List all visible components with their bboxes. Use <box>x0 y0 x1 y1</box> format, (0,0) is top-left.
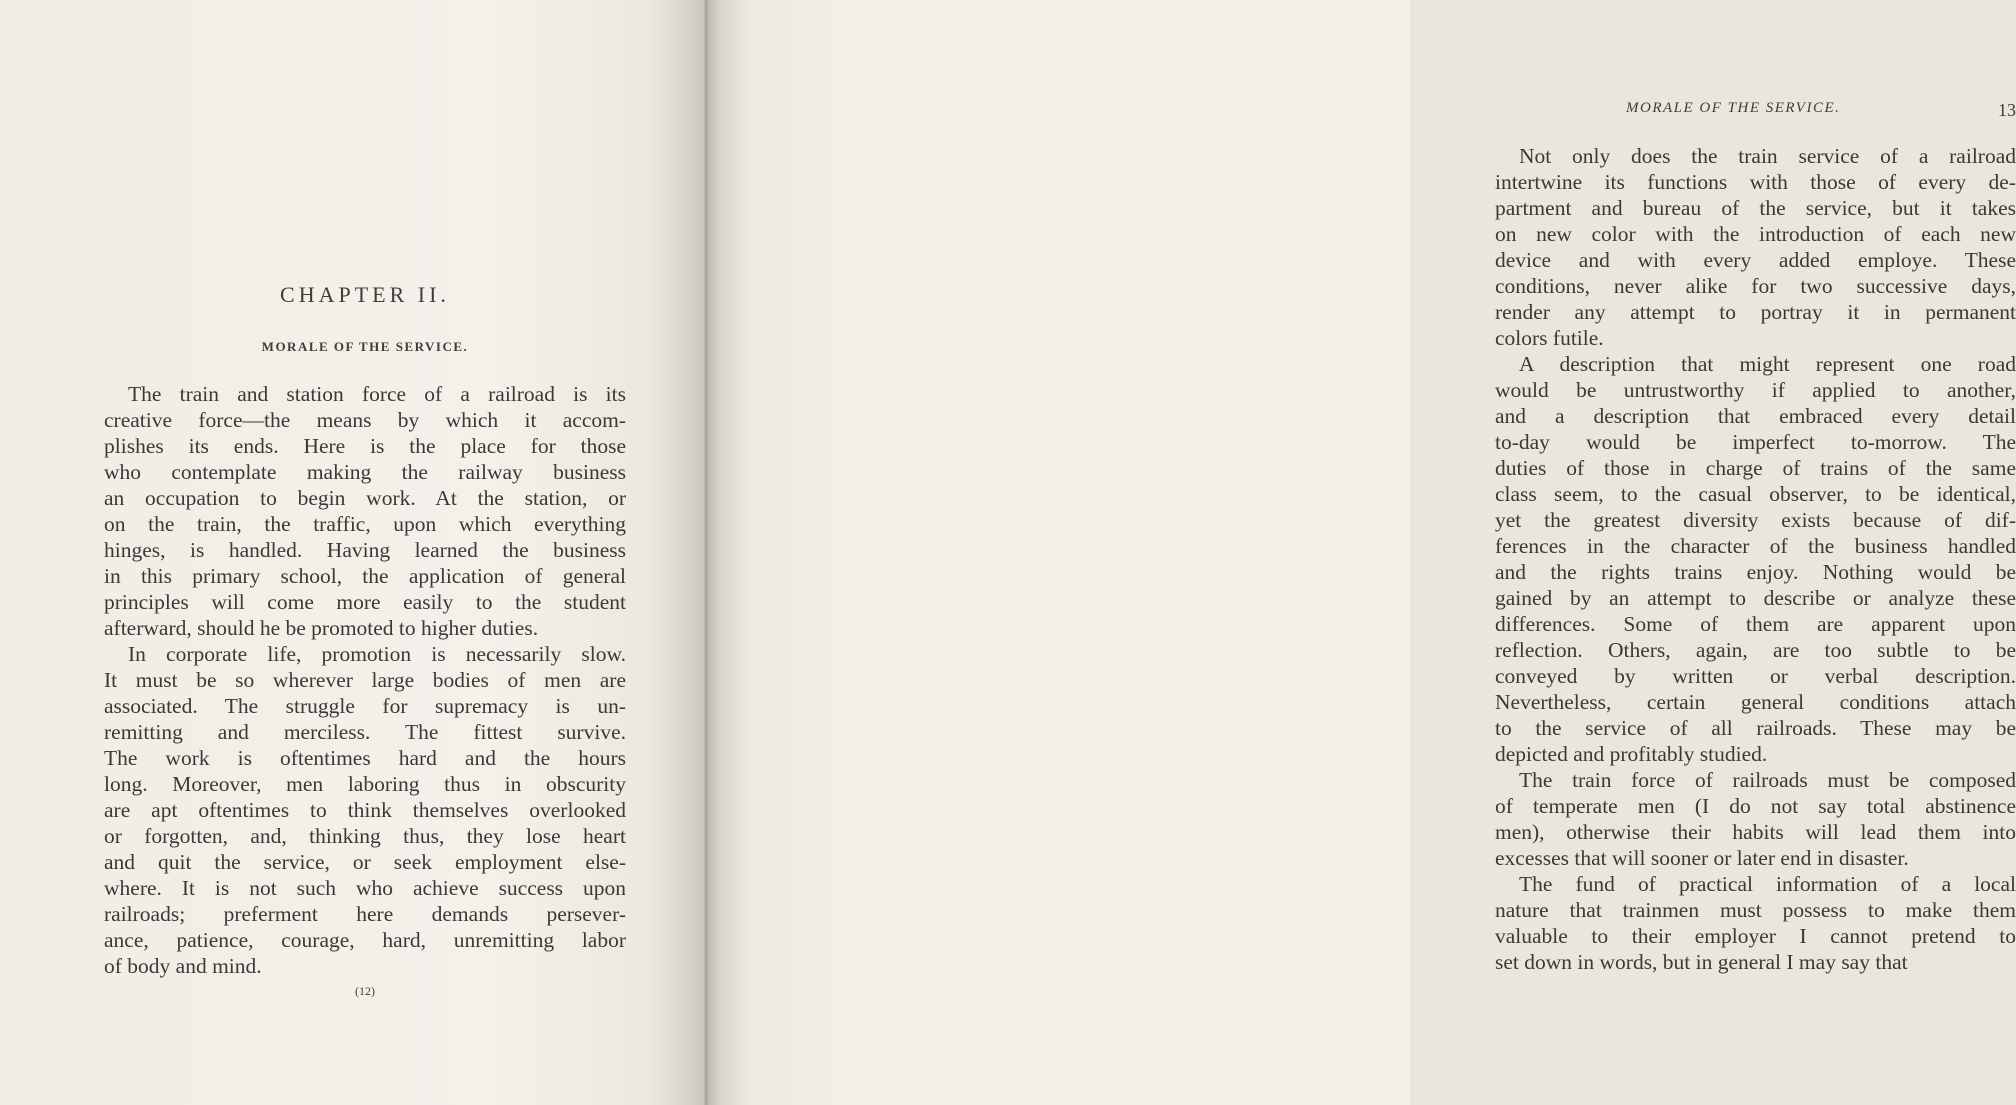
text-line: differences. Some of them are apparent upon <box>1495 612 2016 636</box>
text-line: in this primary school, the application of general <box>104 564 626 588</box>
text-line: conditions, never alike for two successive days, <box>1495 274 2016 298</box>
text-line: ferences in the character of the business handled <box>1495 534 2016 558</box>
chapter-heading: CHAPTER II. <box>280 282 450 307</box>
text-line: render any attempt to portray it in permanent <box>1495 300 2016 324</box>
text-line: and the rights trains enjoy. Nothing would be <box>1495 560 2016 584</box>
text-line: duties of those in charge of trains of the same <box>1495 456 2016 480</box>
text-line: who contemplate making the railway business <box>104 460 626 484</box>
chapter-subtitle: MORALE OF THE SERVICE. <box>261 339 469 354</box>
text-line: partment and bureau of the service, but it takes <box>1495 196 2016 220</box>
text-line: Not only does the train service of a railroad <box>1519 144 2016 168</box>
text-line: an occupation to begin work. At the station, or <box>104 486 626 510</box>
text-line: creative force—the means by which it accom- <box>104 408 626 432</box>
text-line: colors futile. <box>1495 326 1604 350</box>
text-line: The work is oftentimes hard and the hours <box>104 746 626 770</box>
text-line: on the train, the traffic, upon which everything <box>104 512 626 536</box>
page-number: 13 <box>1998 100 2016 120</box>
text-line: gained by an attempt to describe or analyze these <box>1495 586 2016 610</box>
text-line: intertwine its functions with those of every de- <box>1495 170 2016 194</box>
page-folio: (12) <box>355 984 375 998</box>
text-line: plishes its ends. Here is the place for those <box>104 434 626 458</box>
text-line: depicted and profitably studied. <box>1495 742 1768 766</box>
text-line: device and with every added employe. These <box>1495 248 2016 272</box>
text-line: set down in words, but in general I may say that <box>1495 950 1908 974</box>
text-line: A description that might represent one road <box>1519 352 2016 376</box>
text-line: of body and mind. <box>104 954 262 978</box>
text-line: class seem, to the casual observer, to be identical, <box>1495 482 2016 506</box>
text-line: are apt oftentimes to think themselves overlooked <box>104 798 626 822</box>
text-line: hinges, is handled. Having learned the business <box>104 538 626 562</box>
text-line: remitting and merciless. The fittest survive. <box>104 720 626 744</box>
book-gutter <box>702 0 710 1105</box>
text-line: The train force of railroads must be composed <box>1519 768 2016 792</box>
right-page-body <box>1495 143 2016 975</box>
text-line: associated. The struggle for supremacy is un- <box>104 694 626 718</box>
text-line: or forgotten, and, thinking thus, they lose heart <box>104 824 626 848</box>
text-line: The train and station force of a railroad is its <box>128 382 626 406</box>
text-line: nature that trainmen must possess to make them <box>1495 898 2016 922</box>
text-line: long. Moreover, men laboring thus in obscurity <box>104 772 626 796</box>
text-line: The fund of practical information of a local <box>1519 872 2016 896</box>
text-line: valuable to their employer I cannot pretend to <box>1495 924 2016 948</box>
text-line: railroads; preferment here demands persever- <box>104 902 626 926</box>
text-line: ance, patience, courage, hard, unremitting labor <box>104 928 626 952</box>
text-line: on new color with the introduction of each new <box>1495 222 2016 246</box>
text-line: afterward, should he be promoted to higher duties. <box>104 616 539 640</box>
text-line: yet the greatest diversity exists because of dif- <box>1495 508 2016 532</box>
text-line: men), otherwise their habits will lead them into <box>1495 820 2016 844</box>
text-line: would be untrustworthy if applied to another, <box>1495 378 2016 402</box>
text-line: Nevertheless, certain general conditions attach <box>1495 690 2016 714</box>
running-head-title: MORALE OF THE SERVICE. <box>1626 100 1841 116</box>
text-line: to the service of all railroads. These may be <box>1495 716 2016 740</box>
text-line: and a description that embraced every detail <box>1495 404 2016 428</box>
text-line: and quit the service, or seek employment else- <box>104 850 626 874</box>
right-page <box>706 0 2016 1105</box>
text-line: to-day would be imperfect to-morrow. The <box>1495 430 2016 454</box>
text-line: principles will come more easily to the student <box>104 590 626 614</box>
text-line: In corporate life, promotion is necessarily slow. <box>128 642 626 666</box>
text-line: reflection. Others, again, are too subtle to be <box>1495 638 2016 662</box>
left-page <box>0 0 706 1105</box>
text-line: It must be so wherever large bodies of men are <box>104 668 626 692</box>
text-line: conveyed by written or verbal description. <box>1495 664 2016 688</box>
text-line: of temperate men (I do not say total abstinence <box>1495 794 2016 818</box>
left-page-body <box>104 381 626 979</box>
text-line: where. It is not such who achieve success upon <box>104 876 626 900</box>
text-line: excesses that will sooner or later end in disaster. <box>1495 846 1909 870</box>
